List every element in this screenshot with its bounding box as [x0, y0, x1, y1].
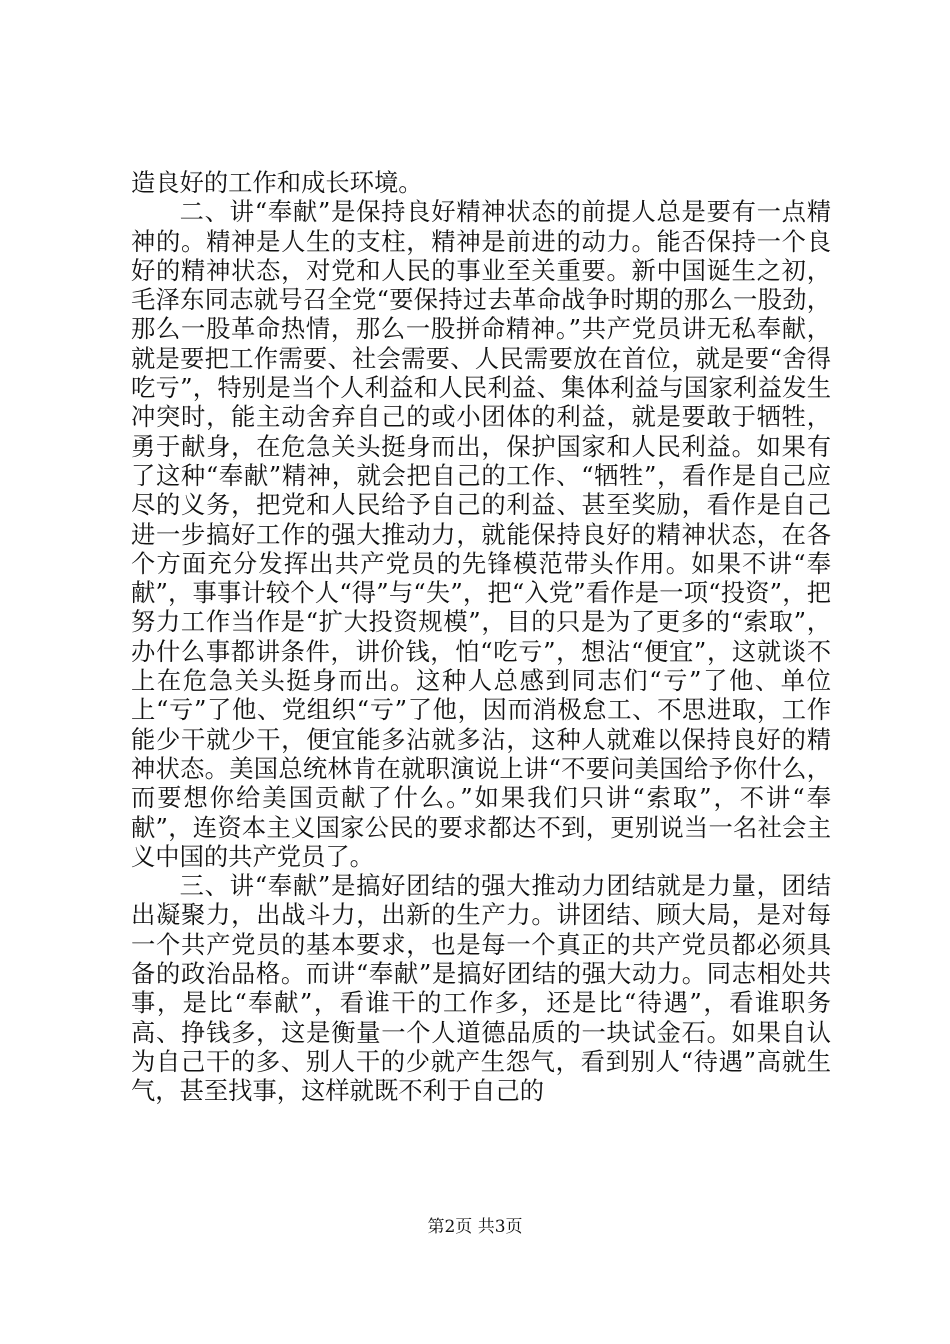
page-number-footer: 第2页 共3页	[427, 1217, 523, 1237]
paragraph-2: 二、讲“奉献”是保持良好精神状态的前提人总是要有一点精神的。精神是人生的支柱，精神是前进的动力。能否保持一个良好的精神状态，对党和人民的事业至关重要。新中国诞生之初，毛泽东同志就号召全党“要保持过去革命战争时期的那么一股劲，那么一股革命热情，那么一股拼命精神。”共产党员讲无私奉献，就是要把工作需要、社会需要、人民需要放在首位，就是要“舍得吃亏”，特别是当个人利益和人民利益、集体利益与国家利益发生冲突时，能主动舍弃自己的或小团体的利益，就是要敢于牺牲，勇于献身，在危急关头挺身而出，保护国家和人民利益。如果有了这种“奉献”精神，就会把自己的工作、“牺牲”，看作是自己应尽的义务，把党和人民给予自己的利益、甚至奖励，看作是自己进一步搞好工作的强大推动力，就能保持良好的精神状态，在各个方面充分发挥出共产党员的先锋模范带头作用。如果不讲“奉献”，事事计较个人“得”与“失”，把“入党”看作是一项“投资”，把努力工作当作是“扩大投资规模”，目的只是为了更多的“索取”，办什么事都讲条件，讲价钱，怕“吃亏”，想沾“便宜”，这就谈不上在危急关头挺身而出。这种人总感到同志们“亏”了他、单位上“亏”了他、党组织“亏”了他，因而消极怠工、不思进取，工作能少干就少干，便宜能多沾就多沾，这种人就难以保持良好的精神状态。美国总统林肯在就职演说上讲“不要问美国给予你什么，而要想你给美国贡献了什么。”如果我们只讲“索取”，不讲“奉献”，连资本主义国家公民的要求都达不到，更别说当一名社会主义中国的共产党员了。	[131, 197, 831, 871]
paragraph-3: 三、讲“奉献”是搞好团结的强大推动力团结就是力量，团结出凝聚力，出战斗力，出新的生产力。讲团结、顾大局，是对每一个共产党员的基本要求，也是每一个真正的共产党员都必须具备的政治品格。而讲“奉献”是搞好团结的强大动力。同志相处共事，是比“奉献”，看谁干的工作多，还是比“待遇”，看谁职务高、挣钱多，这是衡量一个人道德品质的一块试金石。如果自认为自己干的多、别人干的少就产生怨气，看到别人“待遇”高就生气，甚至找事，这样就既不利于自己的	[131, 871, 831, 1106]
paragraph-1: 造良好的工作和成长环境。	[131, 168, 423, 197]
document-body	[131, 168, 831, 1106]
